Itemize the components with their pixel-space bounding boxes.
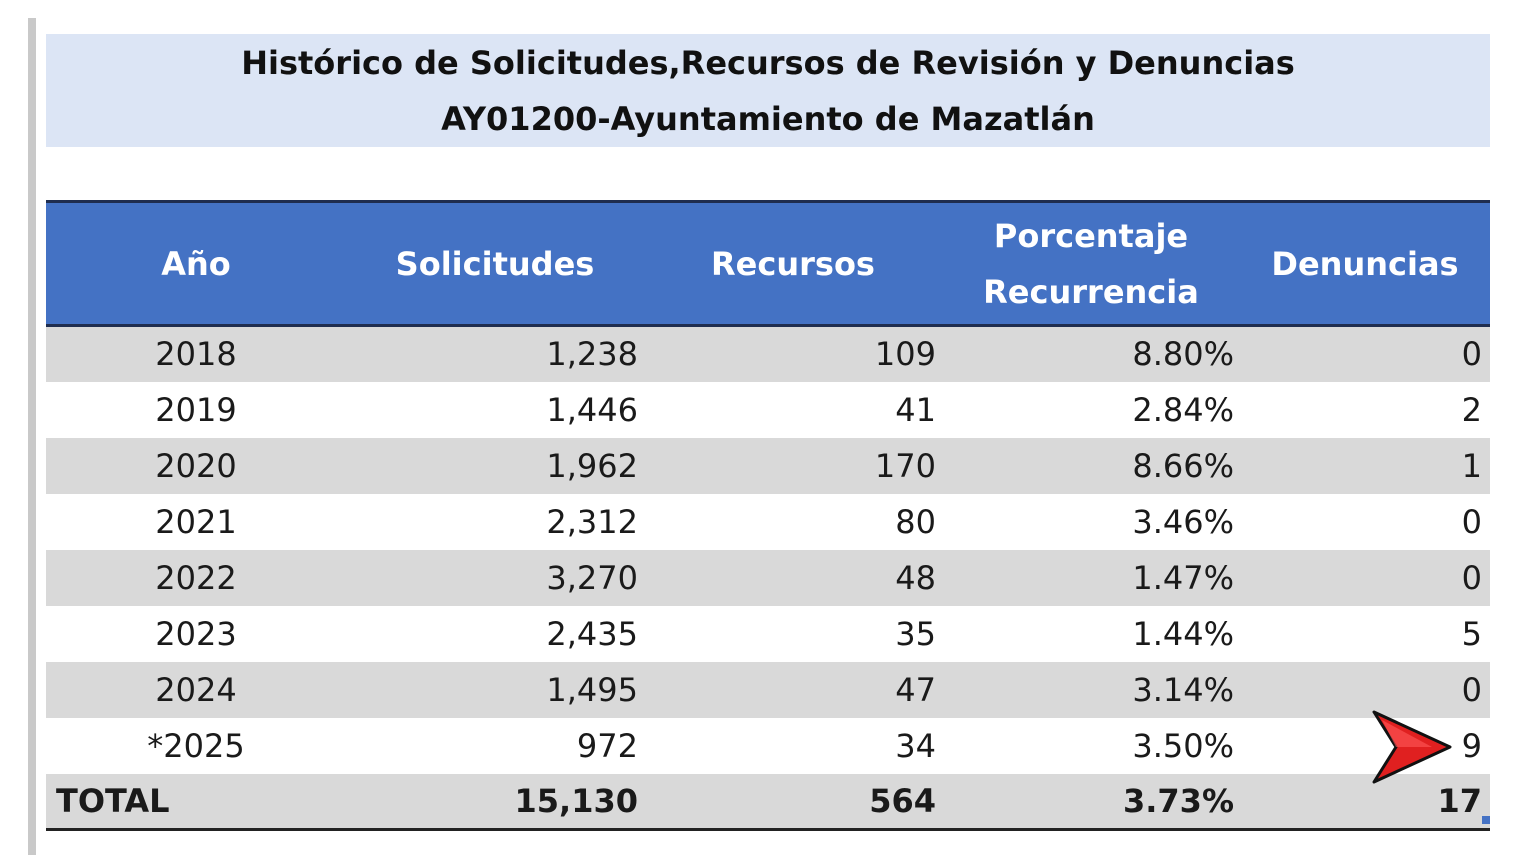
table-title [46, 34, 1490, 147]
header-solicitudes: Solicitudes [346, 202, 644, 326]
cell-denuncias: 0 [1240, 550, 1490, 606]
cell-recursos: 34 [644, 718, 942, 774]
cell-porcentaje: 8.80% [942, 326, 1240, 382]
cell-year: 2023 [46, 606, 346, 662]
table-row [46, 382, 1490, 438]
cell-denuncias: 1 [1240, 438, 1490, 494]
header-porcentaje [942, 202, 1240, 326]
cell-recursos: 48 [644, 550, 942, 606]
table-row [46, 662, 1490, 718]
cell-solicitudes: 2,312 [346, 494, 644, 550]
table-row [46, 718, 1490, 774]
cell-total-porcentaje: 3.73% [942, 774, 1240, 830]
header-denuncias: Denuncias [1240, 202, 1490, 326]
cell-porcentaje: 1.47% [942, 550, 1240, 606]
title-line-2: AY01200-Ayuntamiento de Mazatlán [441, 99, 1095, 138]
window-left-border [28, 18, 36, 855]
cell-year: *2025 [46, 718, 346, 774]
cell-recursos: 170 [644, 438, 942, 494]
cell-year: 2020 [46, 438, 346, 494]
data-table [46, 200, 1490, 831]
cell-total-label: TOTAL [46, 774, 346, 830]
cell-total-recursos: 564 [644, 774, 942, 830]
cell-recursos: 35 [644, 606, 942, 662]
cell-porcentaje: 8.66% [942, 438, 1240, 494]
cell-year: 2022 [46, 550, 346, 606]
cell-solicitudes: 972 [346, 718, 644, 774]
table-row [46, 550, 1490, 606]
table-row [46, 326, 1490, 382]
header-recursos: Recursos [644, 202, 942, 326]
header-porcentaje-line2: Recurrencia [983, 272, 1199, 311]
cell-solicitudes: 1,495 [346, 662, 644, 718]
cell-porcentaje: 3.46% [942, 494, 1240, 550]
table-total-row [46, 774, 1490, 830]
cell-porcentaje: 1.44% [942, 606, 1240, 662]
cell-year: 2024 [46, 662, 346, 718]
cell-recursos: 80 [644, 494, 942, 550]
table-row [46, 606, 1490, 662]
cell-year: 2019 [46, 382, 346, 438]
cell-solicitudes: 1,238 [346, 326, 644, 382]
cell-year: 2018 [46, 326, 346, 382]
cell-total-solicitudes: 15,130 [346, 774, 644, 830]
title-line-1: Histórico de Solicitudes,Recursos de Revisión y Denuncias [241, 43, 1295, 82]
cell-year: 2021 [46, 494, 346, 550]
cell-porcentaje: 3.50% [942, 718, 1240, 774]
cell-denuncias: 0 [1240, 662, 1490, 718]
cell-solicitudes: 3,270 [346, 550, 644, 606]
table-row [46, 438, 1490, 494]
cell-solicitudes: 2,435 [346, 606, 644, 662]
cell-porcentaje: 2.84% [942, 382, 1240, 438]
cell-denuncias: 0 [1240, 494, 1490, 550]
header-porcentaje-line1: Porcentaje [993, 216, 1189, 255]
cell-recursos: 109 [644, 326, 942, 382]
cell-recursos: 47 [644, 662, 942, 718]
cell-total-denuncias: 17 [1240, 774, 1490, 830]
selection-fill-handle[interactable] [1482, 816, 1490, 824]
red-arrow-icon [1372, 710, 1452, 784]
header-year: Año [46, 202, 346, 326]
table-row [46, 494, 1490, 550]
cell-denuncias: 2 [1240, 382, 1490, 438]
cell-porcentaje: 3.14% [942, 662, 1240, 718]
table-header-row [46, 202, 1490, 326]
cell-solicitudes: 1,962 [346, 438, 644, 494]
cell-solicitudes: 1,446 [346, 382, 644, 438]
cell-denuncias: 0 [1240, 326, 1490, 382]
cell-recursos: 41 [644, 382, 942, 438]
cell-denuncias: 9 [1240, 718, 1490, 774]
cell-denuncias: 5 [1240, 606, 1490, 662]
